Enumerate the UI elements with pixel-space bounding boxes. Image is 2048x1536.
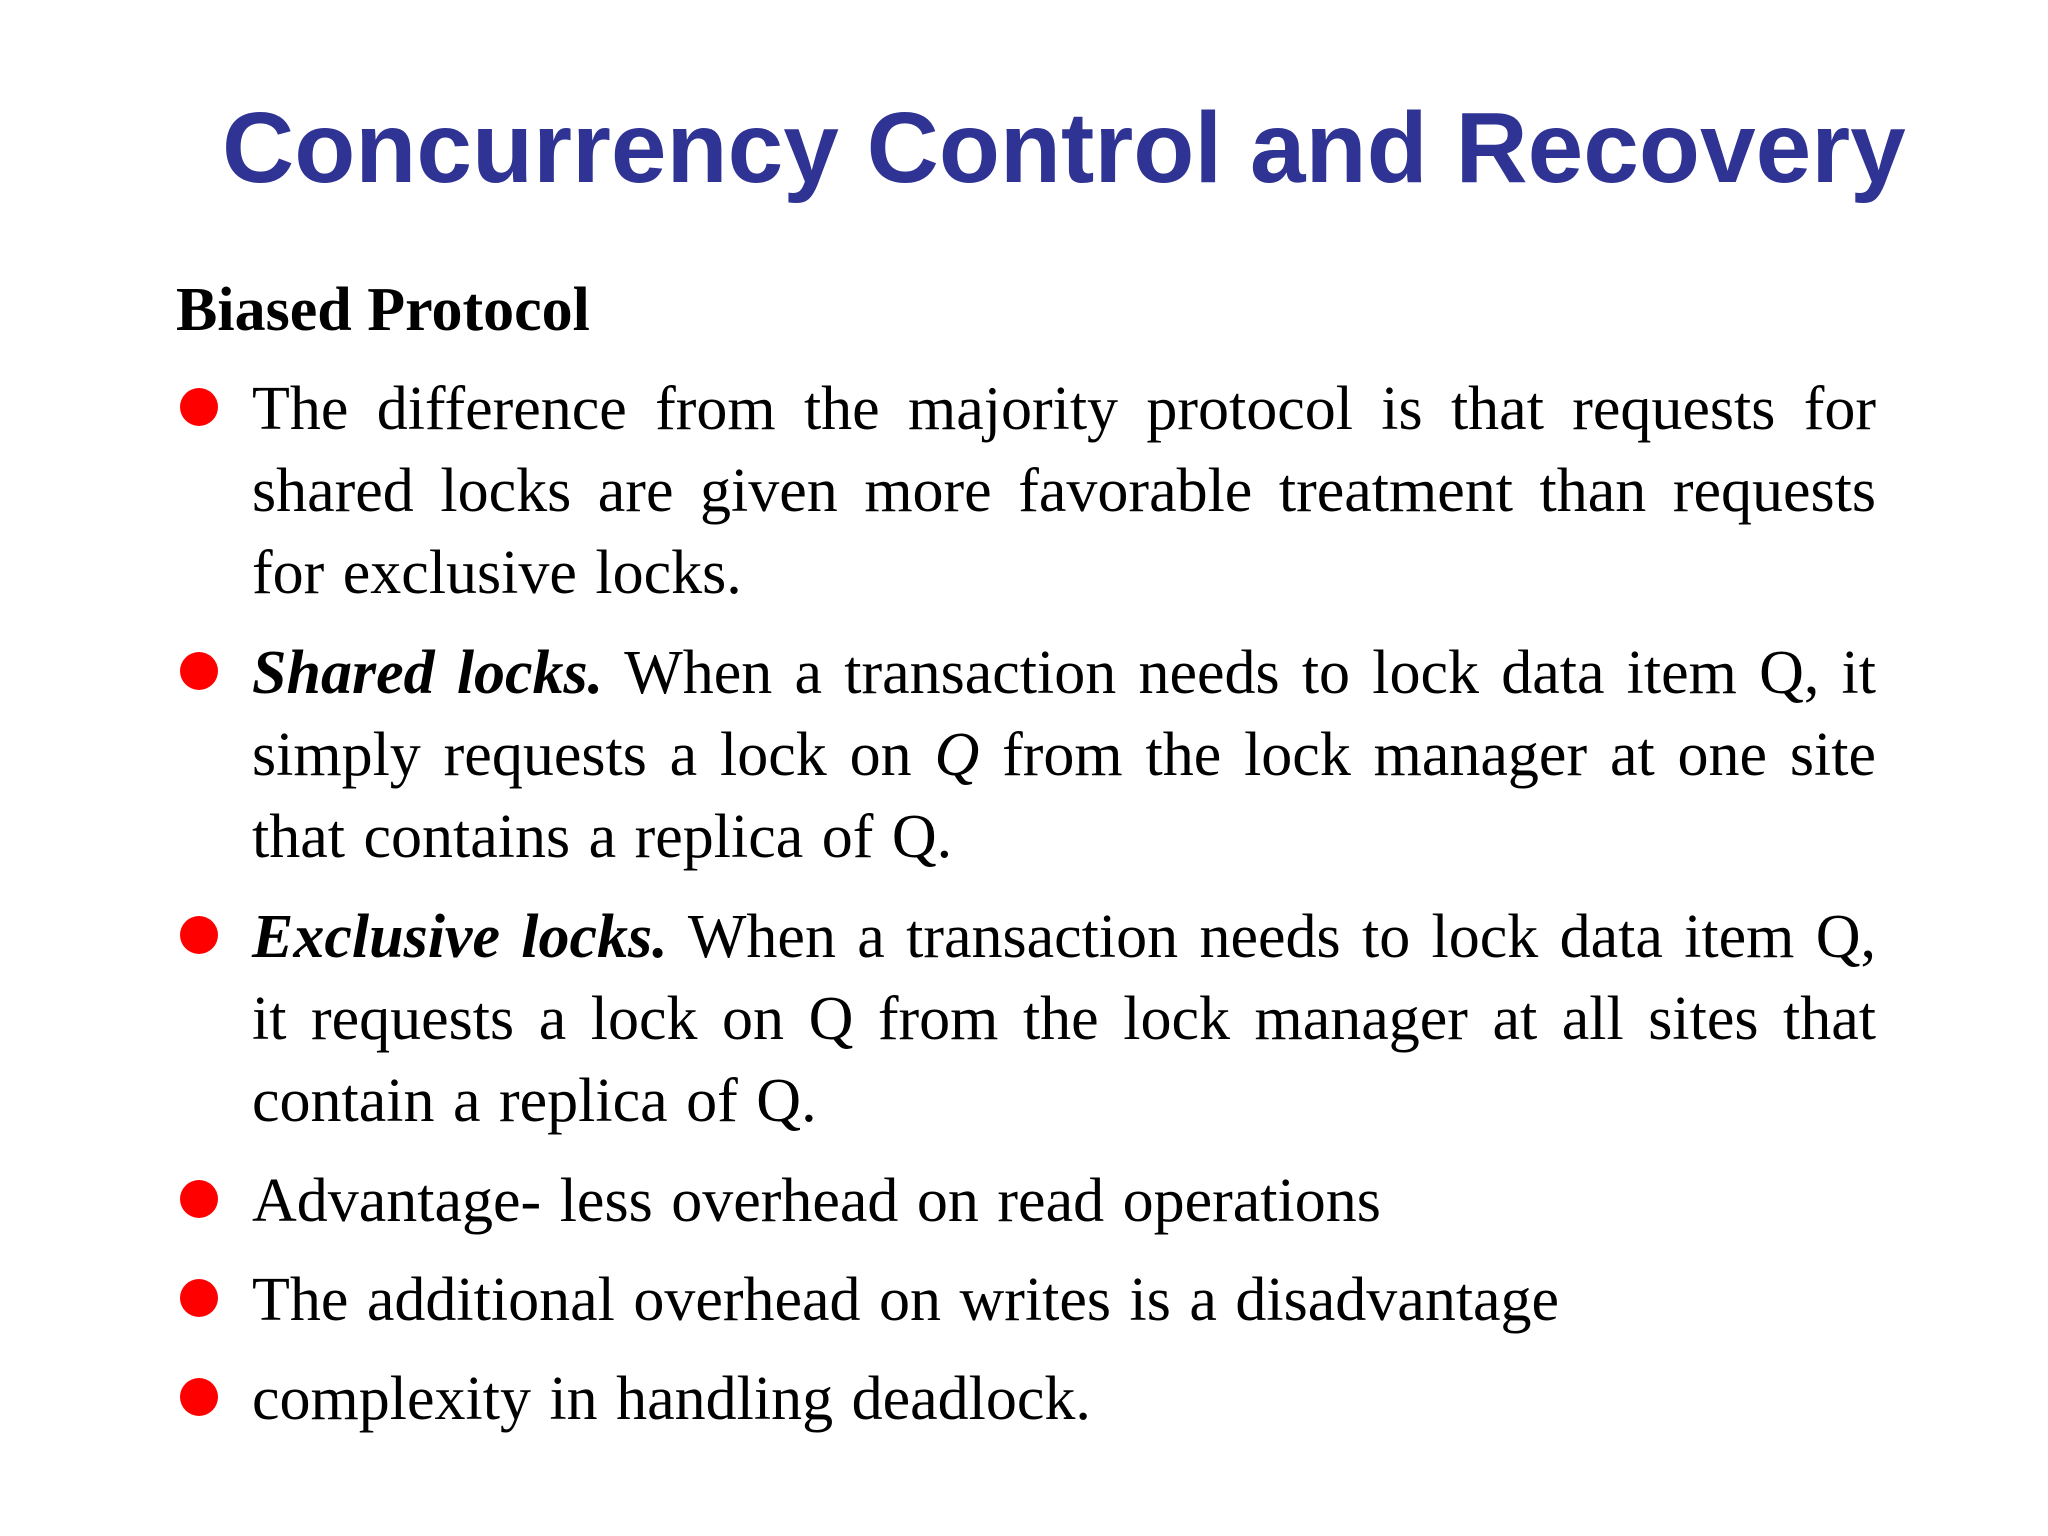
bullet-body-part: When a transaction needs to lock data item Q, it simply requests a lock on xyxy=(252,639,1876,789)
bullet-text: complexity in handling deadlock. xyxy=(252,1365,1091,1433)
bullet-text: Advantage- less overhead on read operations xyxy=(252,1167,1381,1235)
bullet-dot-icon xyxy=(180,916,218,954)
bullet-text: The difference from the majority protocol is that requests for shared locks are given more favorable treatment than requests for exclusive locks. xyxy=(252,375,1876,607)
bullet-lead-term: Shared locks. xyxy=(252,639,604,707)
bullet-dot-icon xyxy=(180,1279,218,1317)
bullet-body-part: When a transaction needs to lock data item Q, it requests a lock on Q from the lock manager at all sites that contain a replica of Q. xyxy=(252,903,1877,1135)
bullet-text: The additional overhead on writes is a disadvantage xyxy=(252,1266,1560,1334)
bullet-italic-q: Q xyxy=(934,721,980,789)
bullet-dot-icon xyxy=(180,652,218,690)
bullet-text xyxy=(252,632,1876,878)
bullet-dot-icon xyxy=(180,1378,218,1416)
bullet-dot-icon xyxy=(180,388,218,426)
bullet-text xyxy=(252,896,1876,1142)
bullet-lead-term: Exclusive locks. xyxy=(252,903,668,971)
section-heading: Biased Protocol xyxy=(176,276,590,344)
slide-title: Concurrency Control and Recovery xyxy=(222,92,1906,204)
bullet-body-part: from the lock manager at one site that contains a replica of Q. xyxy=(252,721,1877,871)
bullet-dot-icon xyxy=(180,1180,218,1218)
